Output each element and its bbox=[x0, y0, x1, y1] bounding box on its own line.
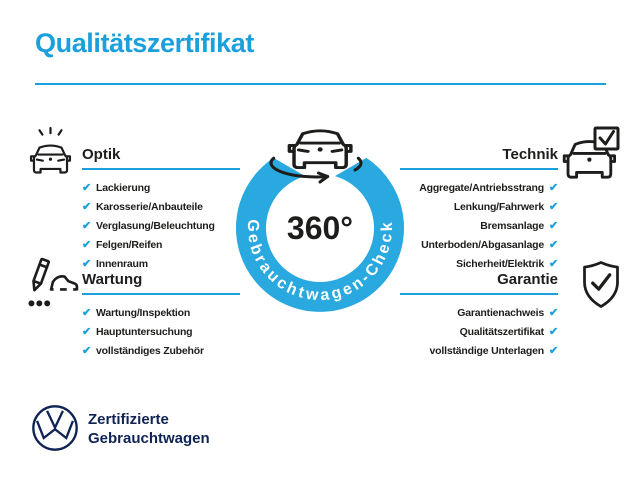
section-divider bbox=[82, 168, 240, 170]
check-icon: ✔ bbox=[548, 258, 558, 270]
check-icon: ✔ bbox=[548, 239, 558, 251]
check-item bbox=[82, 198, 240, 217]
check-item bbox=[82, 217, 240, 236]
check-item-label: Verglasung/Beleuchtung bbox=[96, 220, 215, 232]
garantie-checklist bbox=[400, 304, 558, 361]
check-icon: ✔ bbox=[82, 258, 92, 270]
section-divider bbox=[400, 293, 558, 295]
check-item-label: vollständige Unterlagen bbox=[429, 345, 544, 357]
check-item-label: Unterboden/Abgasanlage bbox=[421, 239, 544, 251]
section-heading-technik: Technik bbox=[502, 146, 558, 163]
badge-360-label: 360° bbox=[286, 210, 354, 246]
check-item-label: Aggregate/Antriebsstrang bbox=[419, 182, 544, 194]
check-item bbox=[82, 323, 240, 342]
badge-ring-text: Gebrauchtwagen-Check bbox=[243, 219, 397, 305]
check-icon: ✔ bbox=[82, 201, 92, 213]
check-item-label: Lenkung/Fahrwerk bbox=[453, 201, 544, 213]
check-item-label: Bremsanlage bbox=[480, 220, 544, 232]
check-item bbox=[400, 323, 558, 342]
check-item bbox=[82, 304, 240, 323]
check-item bbox=[400, 217, 558, 236]
check-item bbox=[400, 236, 558, 255]
check-item-label: Felgen/Reifen bbox=[96, 239, 163, 251]
section-heading-garantie: Garantie bbox=[497, 271, 558, 288]
technik-checklist bbox=[400, 179, 558, 274]
section-heading-wartung: Wartung bbox=[82, 271, 143, 288]
check-item-label: Innenraum bbox=[96, 258, 148, 270]
check-item bbox=[82, 342, 240, 361]
check-icon: ✔ bbox=[82, 345, 92, 357]
check-icon: ✔ bbox=[82, 220, 92, 232]
vw-logo-icon bbox=[30, 403, 80, 453]
section-heading-optik: Optik bbox=[82, 146, 121, 163]
page-title: Qualitätszertifikat bbox=[35, 28, 254, 58]
section-garantie bbox=[400, 272, 558, 361]
check-icon: ✔ bbox=[82, 182, 92, 194]
check-item bbox=[400, 304, 558, 323]
check-icon: ✔ bbox=[548, 345, 558, 357]
check-icon: ✔ bbox=[82, 307, 92, 319]
title-divider bbox=[35, 83, 606, 85]
pencil-checklist-car-icon bbox=[24, 257, 80, 313]
check-item-label: Wartung/Inspektion bbox=[96, 307, 191, 319]
check-item bbox=[82, 179, 240, 198]
car-front-checkbox-icon bbox=[562, 126, 622, 182]
check-icon: ✔ bbox=[548, 307, 558, 319]
section-optik bbox=[82, 147, 240, 274]
check-item bbox=[400, 342, 558, 361]
check-item-label: vollständiges Zubehör bbox=[96, 345, 204, 357]
brand-wordmark bbox=[88, 410, 210, 448]
check-item-label: Karosserie/Anbauteile bbox=[96, 201, 203, 213]
check-item bbox=[400, 179, 558, 198]
check-icon: ✔ bbox=[548, 201, 558, 213]
360-check-badge bbox=[220, 115, 420, 320]
section-divider bbox=[82, 293, 240, 295]
brand-line-1: Zertifizierte bbox=[88, 411, 169, 428]
brand-line-2: Gebrauchtwagen bbox=[88, 430, 210, 447]
check-icon: ✔ bbox=[548, 326, 558, 338]
check-item-label: Qualitätszertifikat bbox=[459, 326, 544, 338]
check-item-label: Lackierung bbox=[96, 182, 151, 194]
optik-checklist bbox=[82, 179, 240, 274]
check-icon: ✔ bbox=[82, 239, 92, 251]
check-item-label: Hauptuntersuchung bbox=[96, 326, 193, 338]
check-icon: ✔ bbox=[548, 182, 558, 194]
check-item bbox=[400, 198, 558, 217]
check-item-label: Garantienachweis bbox=[457, 307, 544, 319]
wartung-checklist bbox=[82, 304, 240, 361]
check-icon: ✔ bbox=[548, 220, 558, 232]
car-front-shine-icon bbox=[27, 127, 74, 179]
section-technik bbox=[400, 147, 558, 274]
section-divider bbox=[400, 168, 558, 170]
shield-check-icon bbox=[579, 259, 623, 311]
check-icon: ✔ bbox=[82, 326, 92, 338]
check-item-label: Sicherheit/Elektrik bbox=[456, 258, 544, 270]
section-wartung bbox=[82, 272, 240, 361]
check-item bbox=[82, 236, 240, 255]
